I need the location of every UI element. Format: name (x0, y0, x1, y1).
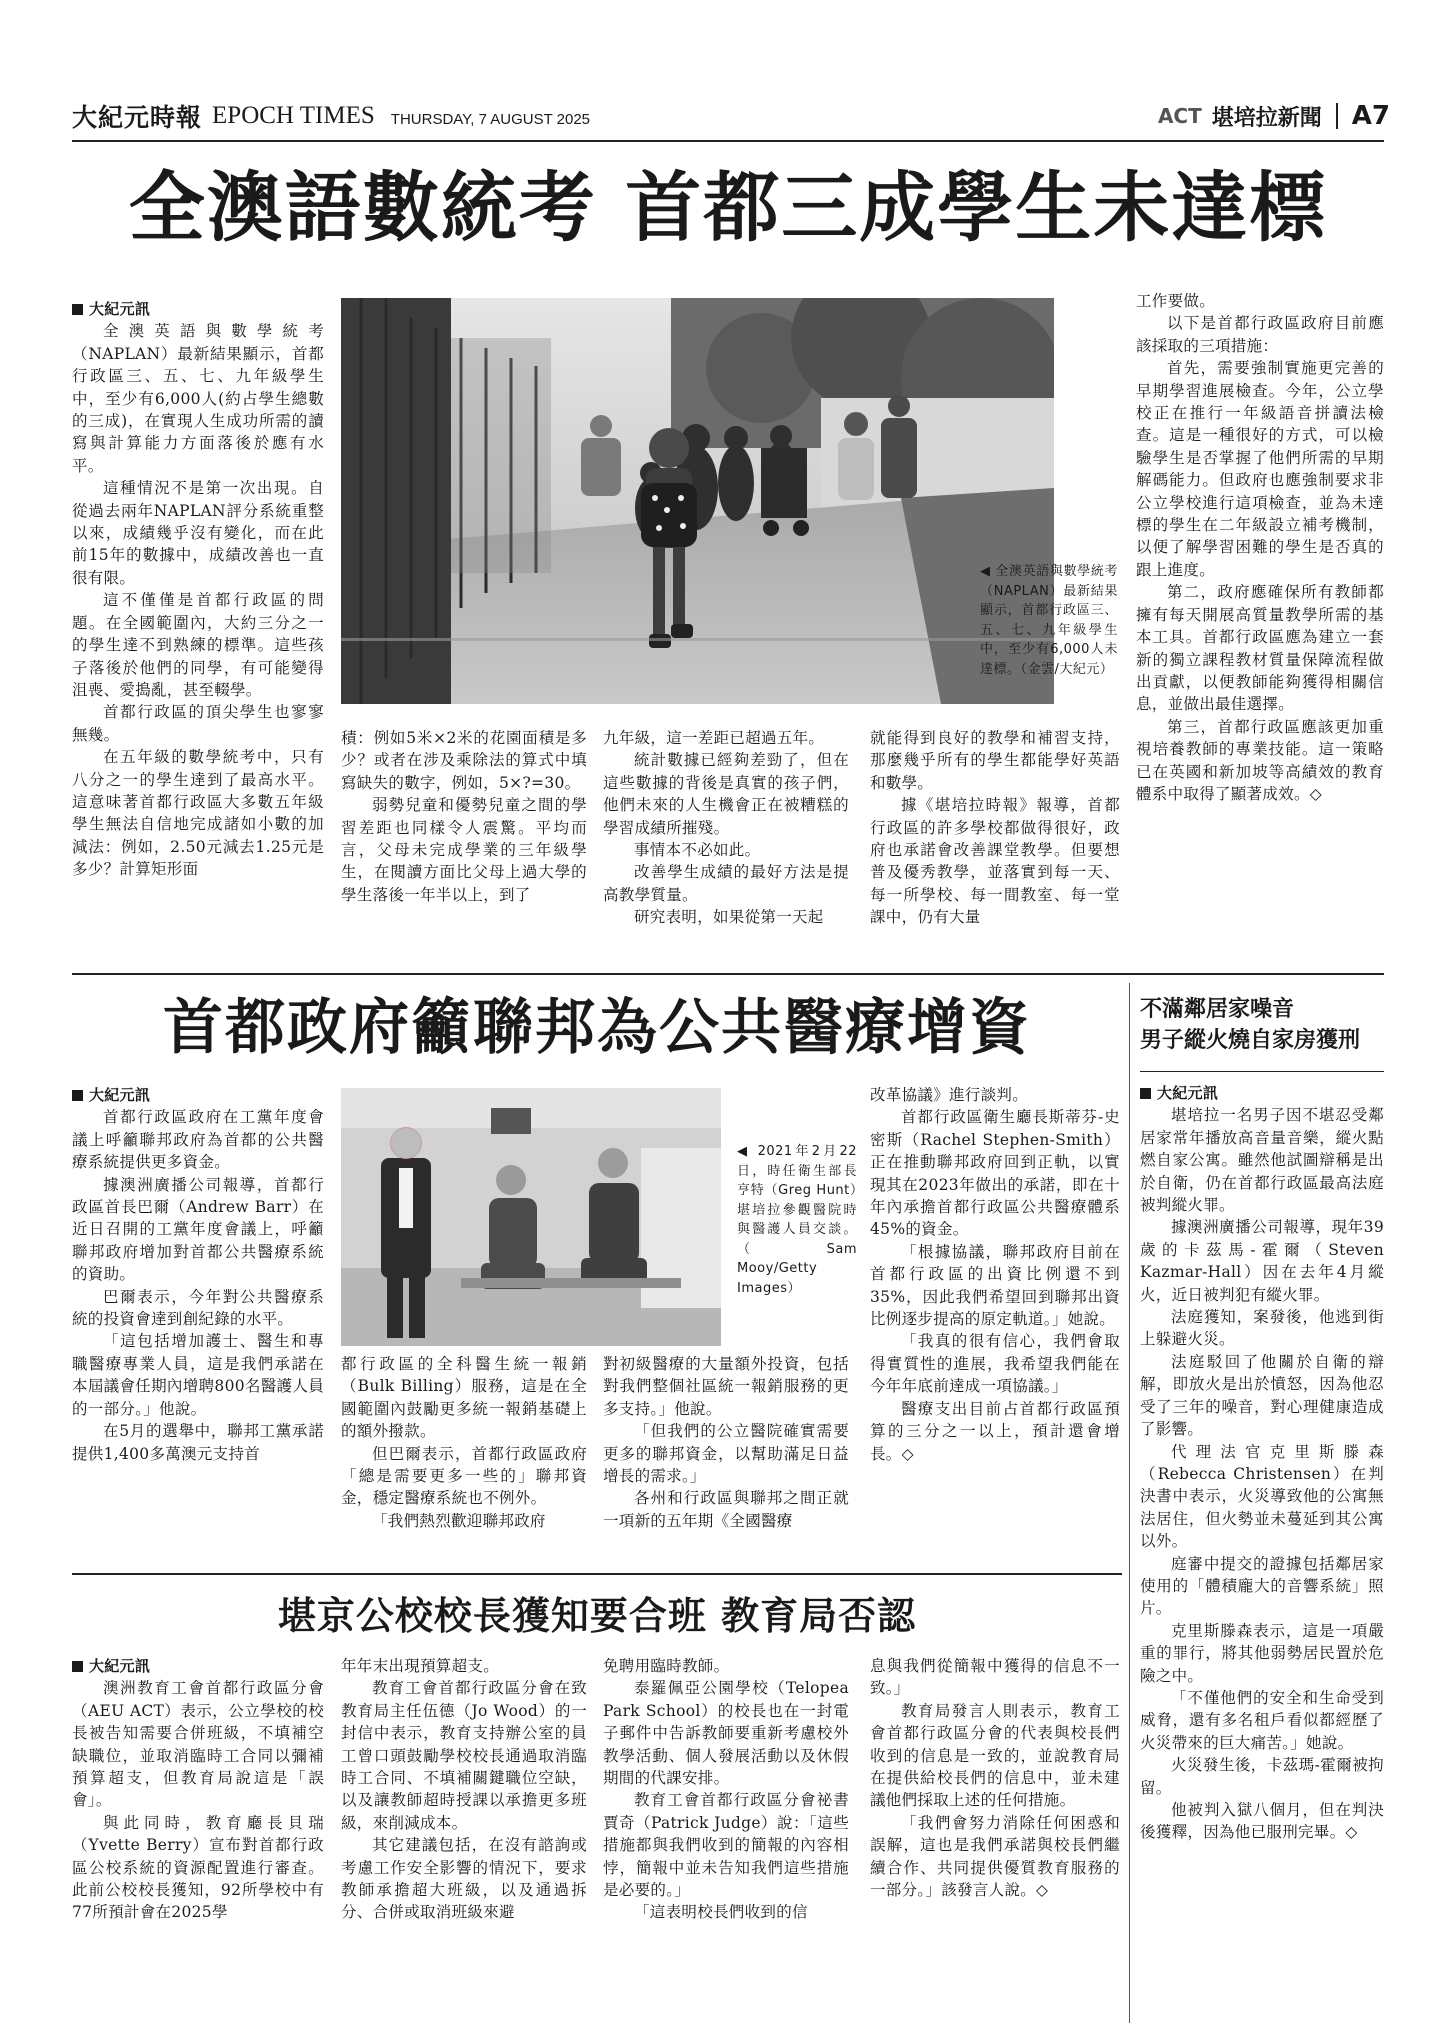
paragraph: 工作要做。 (1136, 292, 1216, 310)
paragraph: 研究表明，如果從第一天起 (634, 908, 824, 927)
paragraph: 教育局發言人則表示，教育工會首都行政區分會的代表與校長們收到的信息是一致的，並說教育局在提供給校長們的信息中，並未建議他們採取上述的任何措施。 (870, 1701, 1120, 1810)
sidebar-divider (1129, 983, 1130, 2023)
paragraph: 據澳洲廣播公司報導，首都行政區首長巴爾（Andrew Barr）在近日召開的工黨年度會議上，呼籲聯邦政府增加對首都公共醫療系統的資助。 (72, 1175, 324, 1284)
paragraph: 九年級，這一差距已超過五年。 (603, 729, 825, 747)
article1-photo-caption: ◀ 全澳英語與數學統考（NAPLAN）最新結果顯示，首都行政區三、五、七、九年級學生中，至少有6,000人未達標。（金雲/大紀元） (980, 564, 1118, 677)
article3-body (1140, 1082, 1384, 1844)
article1-byline: 大紀元訊 (72, 298, 324, 320)
issue-date: THURSDAY, 7 AUGUST 2025 (390, 110, 591, 128)
paragraph: 年年末出現預算超支。 (341, 1657, 500, 1675)
paragraph: 「根據協議，聯邦政府目前在首都行政區的出資比例還不到35%，因此我們希望回到聯邦出資比例逐步提高的原定軌道。」她說。 (870, 1242, 1120, 1329)
byline-square-icon (72, 1661, 83, 1672)
paragraph: 「這表明校長們收到的信 (634, 1903, 808, 1922)
paragraph: 首先，需要強制實施更完善的早期學習進展檢查。今年，公立學校正在推行一年級語音拼讀法檢查。這是一種很好的方式，可以檢驗學生是否掌握了他們所需的早期解碼能力。但政府也應強制要求非公立學校進行這項檢查，並為未達標的學生在二年級設立補考機制，以便了解學習困難的學生是否真的跟上進度。 (1136, 359, 1384, 579)
article2-byline: 大紀元訊 (72, 1084, 324, 1106)
masthead (72, 98, 590, 134)
paragraph: 這不僅僅是首都行政區的問題。在全國範圍內，大約三分之一的學生達不到熟練的標準。這些孩子落後於他們的同學，有可能變得沮喪、愛搗亂，甚至輟學。 (72, 591, 324, 699)
article3-headline-line-2: 男子縱火燒自家房獲刑 (1140, 1028, 1361, 1053)
paragraph: 第三，首都行政區應該更加重視培養教師的專業技能。這一策略已在英國和新加坡等高績效的教育體系中取得了顯著成效。◇ (1136, 717, 1384, 803)
paragraph: 在5月的選舉中，聯邦工黨承諾提供1,400多萬澳元支持首 (72, 1422, 324, 1463)
paragraph: 對初級醫療的大量額外投資，包括對我們整個社區統一報銷服務的更多支持。」他說。 (603, 1355, 849, 1418)
paragraph: 這種情況不是第一次出現。自從過去兩年NAPLAN評分系統重整以來，成績幾乎沒有變化，而在此前15年的數據中，成績改善也一直很有限。 (72, 479, 324, 587)
article2-headline: 首都政府籲聯邦為公共醫療增資 (163, 993, 1031, 1063)
article2-bottom-rule (72, 1573, 1122, 1575)
header-rule (72, 140, 1384, 142)
paragraph: 法庭駁回了他關於自衛的辯解，即放火是出於憤怒，因為他忍受了三年的噪音，對心理健康造成了影響。 (1140, 1352, 1384, 1439)
paragraph: 統計數據已經夠差勁了，但在這些數據的背後是真實的孩子們，他們未來的人生機會正在被糟糕的學習成績所摧殘。 (603, 751, 849, 837)
paragraph: 法庭獲知，案發後，他逃到街上躲避火災。 (1140, 1308, 1384, 1349)
paragraph: 改革協議》進行談判。 (870, 1086, 1029, 1104)
article4-byline: 大紀元訊 (72, 1655, 324, 1677)
paragraph: 事情本不必如此。 (634, 841, 761, 860)
paragraph: 弱勢兒童和優勢兒童之間的學習差距也同樣令人震驚。平均而言，父母未完成學業的三年級學生，在閱讀方面比父母上過大學的學生落後一年半以上，到了 (341, 796, 587, 904)
paragraph: 教育工會首都行政區分會在致教育局主任伍德（Jo Wood）的一封信中表示，教育支持辦公室的員工曾口頭鼓勵學校校長通過取消臨時工合同、不填補關鍵職位空缺，以及讓教師超時授課以承擔更多班級，來削減成本。 (341, 1679, 587, 1832)
article3-byline: 大紀元訊 (1140, 1082, 1384, 1104)
paragraph: 「不僅他們的安全和生命受到威脅，還有多名租戶看似都經歷了火災帶來的巨大痛苦。」她說。 (1140, 1688, 1384, 1752)
section-name: 堪培拉新聞 (1211, 105, 1322, 131)
paragraph: 他被判入獄八個月，但在判決後獲釋，因為他已服刑完畢。◇ (1140, 1801, 1384, 1842)
article2-photo-caption: ◀ 2021年2月22日，時任衛生部長亨特（Greg Hunt）堪培拉參觀醫院時與醫護人員交談。（Sam Mooy/Getty Images） (737, 1144, 857, 1296)
paragraph: 克里斯滕森表示，這是一項嚴重的罪行，將其他弱勢居民置於危險之中。 (1140, 1621, 1384, 1685)
article4-headline: 堪京公校校長獲知要合班 教育局否認 (277, 1594, 917, 1638)
paragraph: 「這包括增加護士、醫生和專職醫療專業人員，這是我們承諾在本屆議會任期內增聘800名醫護人員的一部分。」他說。 (72, 1332, 324, 1418)
paragraph: 但巴爾表示，首都行政區政府「總是需要更多一些的」聯邦資金，穩定醫療系統也不例外。 (341, 1444, 587, 1508)
paragraph: 「但我們的公立醫院確實需要更多的聯邦資金，以幫助滿足日益增長的需求。」 (603, 1422, 849, 1486)
paragraph: 巴爾表示，今年對公共醫療系統的投資會達到創紀錄的水平。 (72, 1287, 324, 1329)
byline-square-icon (1140, 1088, 1151, 1099)
article2-column-4 (870, 1084, 1120, 1465)
schoolchildren-walking-image (341, 298, 1054, 704)
article3-headline-rule (1140, 1071, 1384, 1072)
paragraph: 改善學生成績的最好方法是提高教學質量。 (603, 863, 849, 904)
paragraph: 堪培拉一名男子因不堪忍受鄰居家常年播放高音量音樂，縱火點燃自家公寓。雖然他試圖辯稱是出於自衛，仍在首都行政區最高法庭被判縱火罪。 (1140, 1106, 1384, 1215)
paragraph: 據《堪培拉時報》報導，首都行政區的許多學校都做得很好，政府也承諾會改善課堂教學。但要想普及優秀教學，並落實到每一天、每一所學校、每一間教室、每一堂課中，仍有大量 (870, 796, 1120, 927)
paragraph: 火災發生後，卡茲瑪-霍爾被拘留。 (1140, 1756, 1384, 1797)
paragraph: 與此同時，教育廳長貝瑞（Yvette Berry）宣布對首都行政區公校系統的資源配置進行審查。此前公校校長獲知，92所學校中有77所預計會在2025學 (72, 1813, 324, 1922)
paragraph: 「我們會努力消除任何困惑和誤解，這也是我們承諾與校長們繼續合作、共同提供優質教育服務的一部分。」該發言人說。◇ (870, 1813, 1120, 1900)
paragraph: 澳洲教育工會首都行政區分會（AEU ACT）表示，公立學校的校長被告知需要合併班級，不填補空缺職位，並取消臨時工合同以彌補預算超支，但教育局說這是「誤會」。 (72, 1679, 324, 1810)
paragraph: 「我們熱烈歡迎聯邦政府 (372, 1511, 546, 1530)
paragraph: 就能得到良好的教學和補習支持，那麼幾乎所有的學生都能學好英語和數學。 (870, 729, 1120, 792)
paragraph: 息與我們從簡報中獲得的信息不一致。」 (870, 1657, 1120, 1698)
paragraph: 教育工會首都行政區分會祕書賈奇（Patrick Judge）說：「這些措施都與我們收到的簡報的內容相悖，簡報中並未告知我們這些措施是必要的。」 (603, 1791, 849, 1900)
article1-bottom-rule (72, 973, 1384, 975)
masthead-logo-chinese: 大紀元時報 (72, 103, 203, 132)
paragraph: 免聘用臨時教師。 (603, 1657, 730, 1675)
article1-column-3 (603, 727, 849, 929)
article4-column-1 (72, 1655, 324, 1924)
paragraph: 首都行政區政府在工黨年度會議上呼籲聯邦政府為首都的公共醫療系統提供更多資金。 (72, 1108, 324, 1172)
paragraph: 其它建議包括，在沒有諮詢或考慮工作安全影響的情況下，要求教師承擔超大班級，以及通過拆分、合併或取消班級來避 (341, 1836, 587, 1922)
paragraph: 庭審中提交的證據包括鄰居家使用的「體積龐大的音響系統」照片。 (1140, 1554, 1384, 1618)
paragraph: 代理法官克里斯滕森（Rebecca Christensen）在判決書中表示，火災導致他的公寓無法居住，但火勢並未蔓延到其公寓以外。 (1140, 1442, 1384, 1551)
paragraph: 「我真的很有信心，我們會取得實質性的進展，我希望我們能在今年年底前達成一項協議。」 (870, 1332, 1120, 1396)
page-number: A7 (1351, 101, 1390, 131)
article1-column-5 (1136, 290, 1384, 805)
article2-column-2 (341, 1353, 587, 1532)
paragraph: 首都行政區衛生廳長斯蒂芬-史密斯（Rachel Stephen-Smith）正在推動聯邦政府回到正軌，以實現其在2023年做出的承諾，即在十年內承擔首都行政區公共醫療體系45%的資金。 (870, 1108, 1120, 1239)
article1-column-2 (341, 727, 587, 906)
paragraph: 都行政區的全科醫生統一報銷（Bulk Billing）服務，這是在全國範圍內鼓勵更多統一報銷基礎上的額外撥款。 (341, 1355, 587, 1441)
section-header (1158, 98, 1390, 134)
byline-square-icon (72, 304, 83, 315)
paragraph: 各州和行政區與聯邦之間正就一項新的五年期《全國醫療 (603, 1489, 849, 1530)
paragraph: 全澳英語與數學統考（NAPLAN）最新結果顯示，首都行政區三、五、七、九年級學生中，至少有6,000人(約占學生總數的三成)，在實現人生成功所需的讀寫與計算能力方面落後於應有水平。 (72, 322, 324, 475)
paragraph: 醫療支出目前占首都行政區預算的三分之一以上，預計還會增長。◇ (870, 1399, 1120, 1463)
article3-headline-line-1: 不滿鄰居家噪音 (1140, 997, 1295, 1022)
paragraph: 據澳洲廣播公司報導，現年39歲的卡茲馬-霍爾（Steven Kazmar-Hall）因在去年4月縱火，近日被判犯有縱火罪。 (1140, 1218, 1384, 1304)
paragraph: 首都行政區的頂尖學生也寥寥無幾。 (72, 703, 324, 744)
byline-square-icon (72, 1090, 83, 1101)
paragraph: 泰羅佩亞公園學校（Telopea Park School）的校長也在一封電子郵件中告訴教師要重新考慮校外教學活動、個人發展活動以及休假期間的代課安排。 (603, 1679, 849, 1788)
paragraph: 以下是首都行政區政府目前應該採取的三項措施： (1136, 314, 1384, 355)
paragraph: 第二，政府應確保所有教師都擁有每天開展高質量教學所需的基本工具。首都行政區應為建立一套新的獨立課程教材質量保障流程做出貢獻，以便教師能夠獲得相關信息，並做出最佳選擇。 (1136, 583, 1384, 714)
health-minister-visit-image (341, 1088, 721, 1346)
article2-column-3 (603, 1353, 849, 1532)
article4-column-3 (603, 1655, 849, 1924)
region-label: ACT (1157, 104, 1202, 128)
masthead-logo-english: EPOCH TIMES (212, 102, 375, 129)
paragraph: 在五年級的數學統考中，只有八分之一的學生達到了最高水平。這意味著首都行政區大多數五年級學生無法自信地完成諸如小數的加減法：例如，2.50元減去1.25元是多少？計算矩形面 (72, 748, 324, 879)
article1-column-4 (870, 727, 1120, 929)
article1-headline: 全澳語數統考 首都三成學生未達標 (128, 163, 1328, 252)
article4-column-4 (870, 1655, 1120, 1901)
section-divider (1336, 103, 1338, 129)
article2-photo (341, 1088, 721, 1346)
article3-headline (1140, 994, 1384, 1056)
article1-photo (341, 298, 1054, 704)
article2-column-1 (72, 1084, 324, 1465)
article1-column-1 (72, 298, 324, 881)
paragraph: 積：例如5米×2米的花園面積是多少？或者在涉及乘除法的算式中填寫缺失的數字，例如，5×?=30。 (341, 729, 587, 792)
article4-column-2 (341, 1655, 587, 1924)
